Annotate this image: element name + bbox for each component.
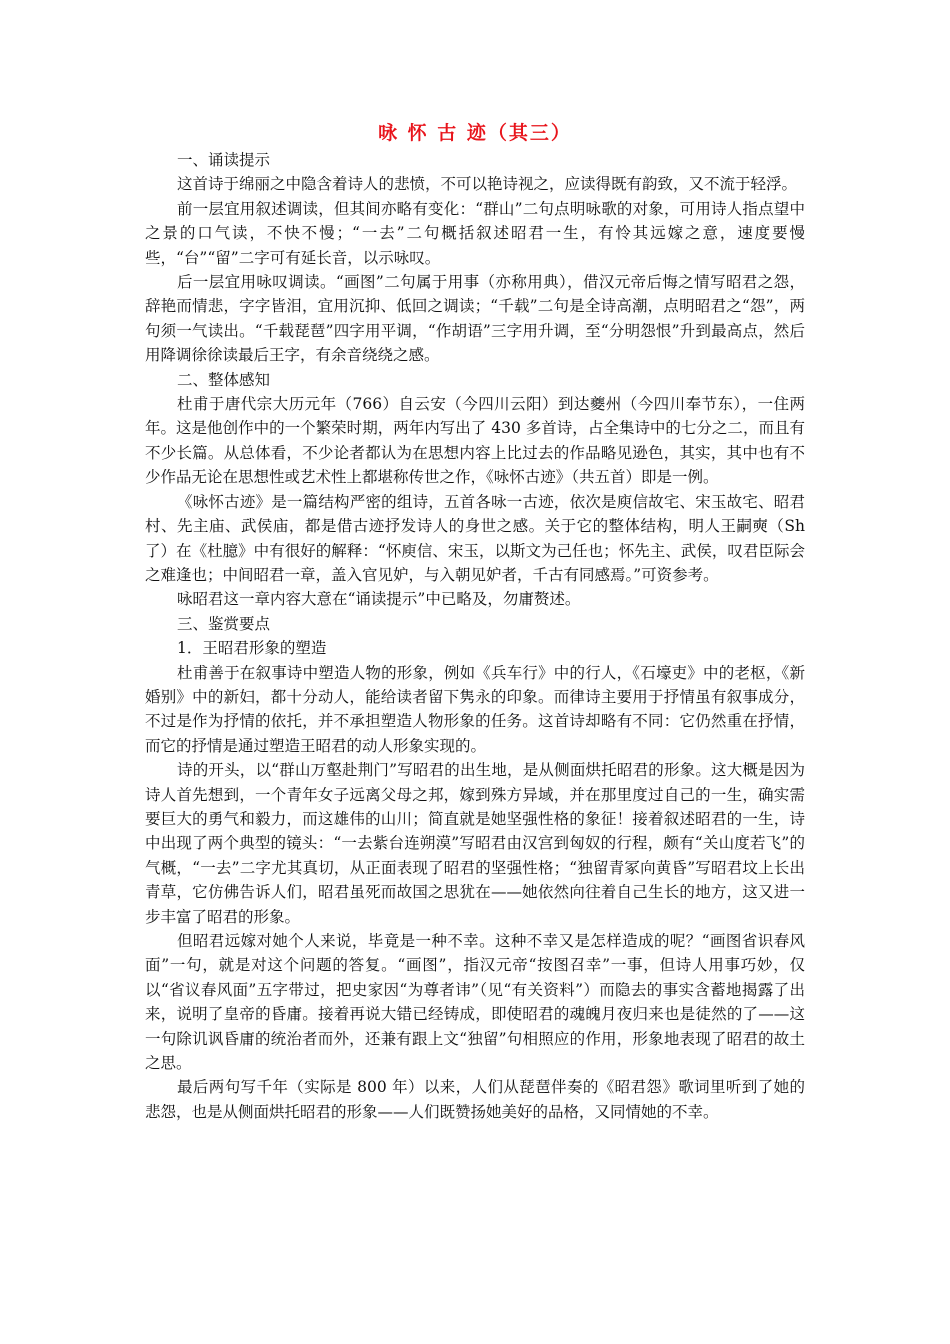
document-page bbox=[145, 118, 805, 1124]
paragraph: 但昭君远嫁对她个人来说，毕竟是一种不幸。这种不幸又是怎样造成的呢？“画图省识春风面”一句，就是对这个问题的答复。“画图”，指汉元帝“按图召幸”一事，但诗人用事巧妙，仅以“省议春风面”五字带过，把史家因“为尊者讳”（见“有关资料”）而隐去的事实含蓄地揭露了出来，说明了皇帝的昏庸。接着再说大错已经铸成，即使昭君的魂魄月夜归来也是徒然的了——这一句除讥讽昏庸的统治者而外，还兼有跟上文“独留”句相照应的作用，形象地表现了昭君的故土之思。 bbox=[145, 932, 805, 1073]
paragraph: 最后两句写千年（实际是 800 年）以来，人们从琵琶伴奏的《昭君怨》歌词里听到了她的悲怨，也是从侧面烘托昭君的形象——人们既赞扬她美好的品格，又同情她的不幸。 bbox=[145, 1078, 805, 1121]
section-heading: 一、诵读提示 bbox=[177, 151, 271, 169]
section-heading: 三、鉴赏要点 bbox=[177, 614, 271, 633]
document-body bbox=[145, 148, 805, 1124]
paragraph: 前一层宜用叙述调读，但其间亦略有变化：“群山”二句点明咏歌的对象，可用诗人指点望中之景的口气读，不快不慢；“一去”二句概括叙述昭君一生，有怜其远嫁之意，速度要慢些，“台”“留”二字可有延长音，以示咏叹。 bbox=[145, 199, 805, 267]
paragraph: 杜甫于唐代宗大历元年（766）自云安（今四川云阳）到达夔州（今四川奉节东），一住两年。这是他创作中的一个繁荣时期，两年内写出了 430 多首诗，占全集诗中的七分之二，而且有不少长篇。从总体看，不少论者都认为在思想内容上比过去的作品略见逊色，其实，其中也有不少作品无论在思想性或艺术性上都堪称传世之作，《咏怀古迹》（共五首）即是一例。 bbox=[145, 395, 805, 487]
paragraph: 诗的开头，以“群山万壑赴荆门”写昭君的出生地，是从侧面烘托昭君的形象。这大概是因为诗人首先想到，一个青年女子远离父母之邦，嫁到殊方异域，并在那里度过自己的一生，确实需要巨大的勇气和毅力，而这雄伟的山川；简直就是她坚强性格的象征！接着叙述昭君的一生，诗中出现了两个典型的镜头：“一去紫台连朔漠”写昭君由汉宫到匈奴的行程，颇有“关山度若飞”的气概，“一去”二字尤其真切，从正面表现了昭君的坚强性格；“独留青冢向黄昏”写昭君坟上长出青草，它仿佛告诉人们，昭君虽死而故国之思犹在——她依然向往着自己生长的地方，这又进一步丰富了昭君的形象。 bbox=[145, 761, 805, 926]
section-heading: 1．王昭君形象的塑造 bbox=[177, 639, 327, 658]
paragraph: 《咏怀古迹》是一篇结构严密的组诗，五首各咏一古迹，依次是庾信故宅、宋玉故宅、昭君村、先主庙、武侯庙，都是借古迹抒发诗人的身世之感。关于它的整体结构，明人王嗣奭（Sh了）在《杜臆》中有很好的解释：“怀庾信、宋玉，以斯文为己任也；怀先主、武侯，叹君臣际会之难逢也；中间昭君一章，盖入官见妒，与入朝见妒者，千古有同感焉。”可资参考。 bbox=[145, 492, 805, 584]
section-heading: 二、整体感知 bbox=[177, 370, 271, 389]
paragraph: 咏昭君这一章内容大意在“诵读提示”中已略及，勿庸赘述。 bbox=[177, 590, 581, 609]
paragraph: 杜甫善于在叙事诗中塑造人物的形象，例如《兵车行》中的行人，《石壕吏》中的老枢，《新婚别》中的新妇，都十分动人，能给读者留下隽永的印象。而律诗主要用于抒情虽有叙事成分，不过是作为抒情的依托，并不承担塑造人物形象的任务。这首诗却略有不同：它仍然重在抒情，而它的抒情是通过塑造王昭君的动人形象实现的。 bbox=[145, 663, 805, 755]
document-title: 咏 怀 古 迹（其三） bbox=[378, 122, 572, 144]
paragraph: 这首诗于绵丽之中隐含着诗人的悲愤，不可以艳诗视之，应读得既有韵致，又不流于轻浮。 bbox=[177, 175, 798, 194]
paragraph: 后一层宜用咏叹调读。“画图”二句属于用事（亦称用典），借汉元帝后悔之情写昭君之怨，辞艳而情悲，字字皆泪，宜用沉抑、低回之调读；“千载”二句是全诗高潮，点明昭君之“怨”，两句须一气读出。“千载琵琶”四字用平调，“作胡语”三字用升调，至“分明怨恨”升到最高点，然后用降调徐徐读最后王字，有余音绕绕之感。 bbox=[145, 273, 805, 365]
